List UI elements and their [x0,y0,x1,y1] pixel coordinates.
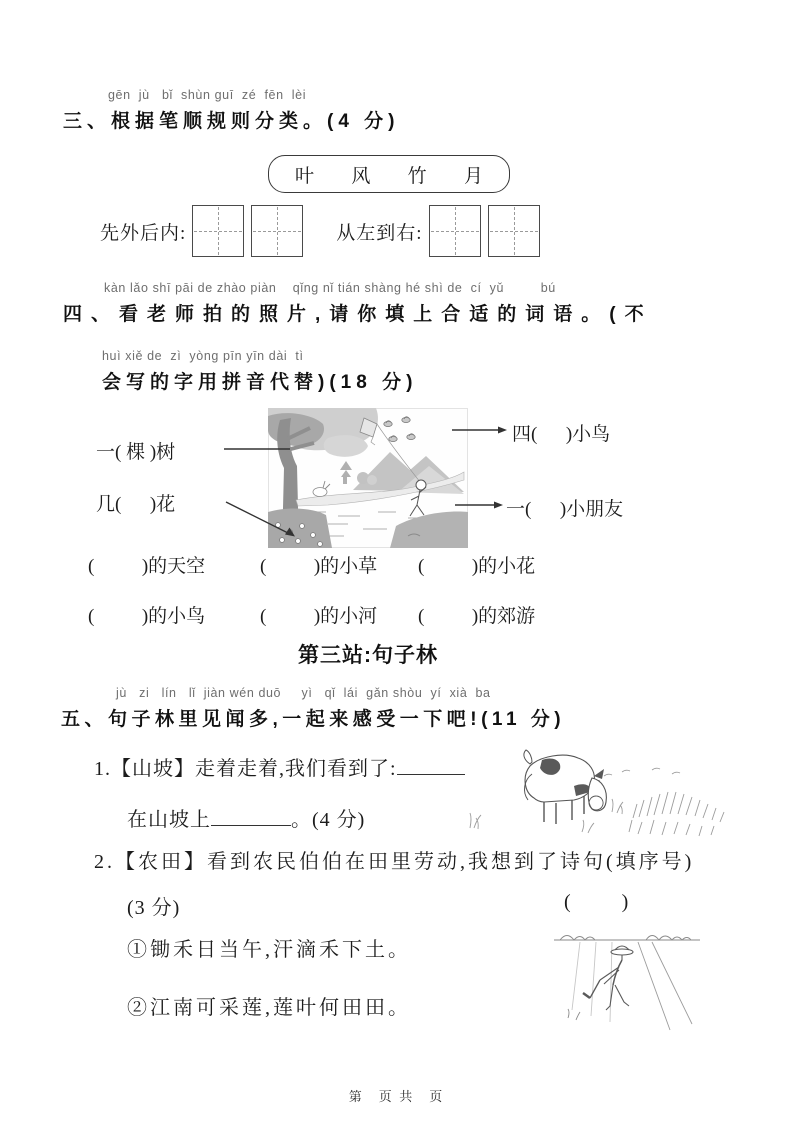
blank-cell: ( )的小鸟 [88,606,206,627]
label-flower: 几( )花 [96,494,176,515]
blank-cell: ( )的小花 [418,556,536,577]
stroke-order-groups [100,202,547,260]
picture-exercise [0,403,793,555]
group-label-outside-inside: 先外后内: [100,222,187,244]
group-label-left-right: 从左到右: [336,222,423,244]
cow-illustration [462,742,736,842]
section-five-heading: 五、句子林里见闻多,一起来感受一下吧!(11 分) [61,709,566,730]
label-tree: 一( 棵 )树 [96,442,176,463]
section-four-heading-1: 四、看老师拍的照片,请你填上合适的词语。(不 [63,304,653,325]
station-heading: 第三站:句子林 [298,644,438,667]
cow-icon [524,750,606,824]
character-item: 叶 [295,165,315,187]
character-box [268,155,510,193]
page-footer: 第 页 共 页 [348,1089,445,1104]
character-item: 月 [463,165,483,187]
blank-cell: ( )的郊游 [418,606,536,627]
item1-line2 [127,803,365,832]
section-four-pinyin-1: kàn lǎo shī pāi de zhào piàn qǐng nǐ tián shàng hé shì de cí yǔ bú [104,281,556,295]
blank-cell: ( )的天空 [88,556,206,577]
farmer-illustration [550,918,704,1036]
writing-grid [192,205,244,257]
item1-line2-post: 。(4 分) [291,809,366,831]
item2-answer-parens: ( ) [564,891,631,913]
blank-cell: ( )的小河 [260,606,378,627]
blank-cell: ( )的小草 [260,556,378,577]
label-kid: 一( )小朋友 [506,499,624,520]
item1-line2-pre: 在山坡上 [127,809,211,831]
section-three-pinyin: gēn jù bǐ shùn guī zé fēn lèi [108,88,307,102]
section-four-pinyin-2: huì xiě de zì yòng pīn yīn dài tì [102,349,304,363]
writing-grid [429,205,481,257]
item1-line1 [94,752,465,781]
option-1: ①锄禾日当午,汗滴禾下土。 [127,939,411,961]
section-four-heading-2: 会写的字用拼音代替)(18 分) [102,372,418,393]
answer-blank [397,770,465,775]
section-five-pinyin: jù zi lín lǐ jiàn wén duō yì qǐ lái gǎn shòu yí xià ba [116,686,491,700]
item2-line1: 2.【农田】看到农民伯伯在田里劳动,我想到了诗句(填序号) [94,851,695,873]
character-item: 风 [351,165,371,187]
farmer-icon [583,946,633,1010]
answer-blank [211,821,291,826]
section-three-heading: 三、根据笔顺规则分类。(4 分) [63,111,400,132]
option-2: ②江南可采莲,莲叶何田田。 [127,997,411,1019]
item2-score: (3 分) [127,897,181,919]
character-item: 竹 [407,165,427,187]
writing-grid [488,205,540,257]
item1-text: 1.【山坡】走着走着,我们看到了: [94,758,397,780]
landscape-scene-illustration [268,408,468,548]
label-bird: 四( )小鸟 [512,424,611,445]
writing-grid [251,205,303,257]
